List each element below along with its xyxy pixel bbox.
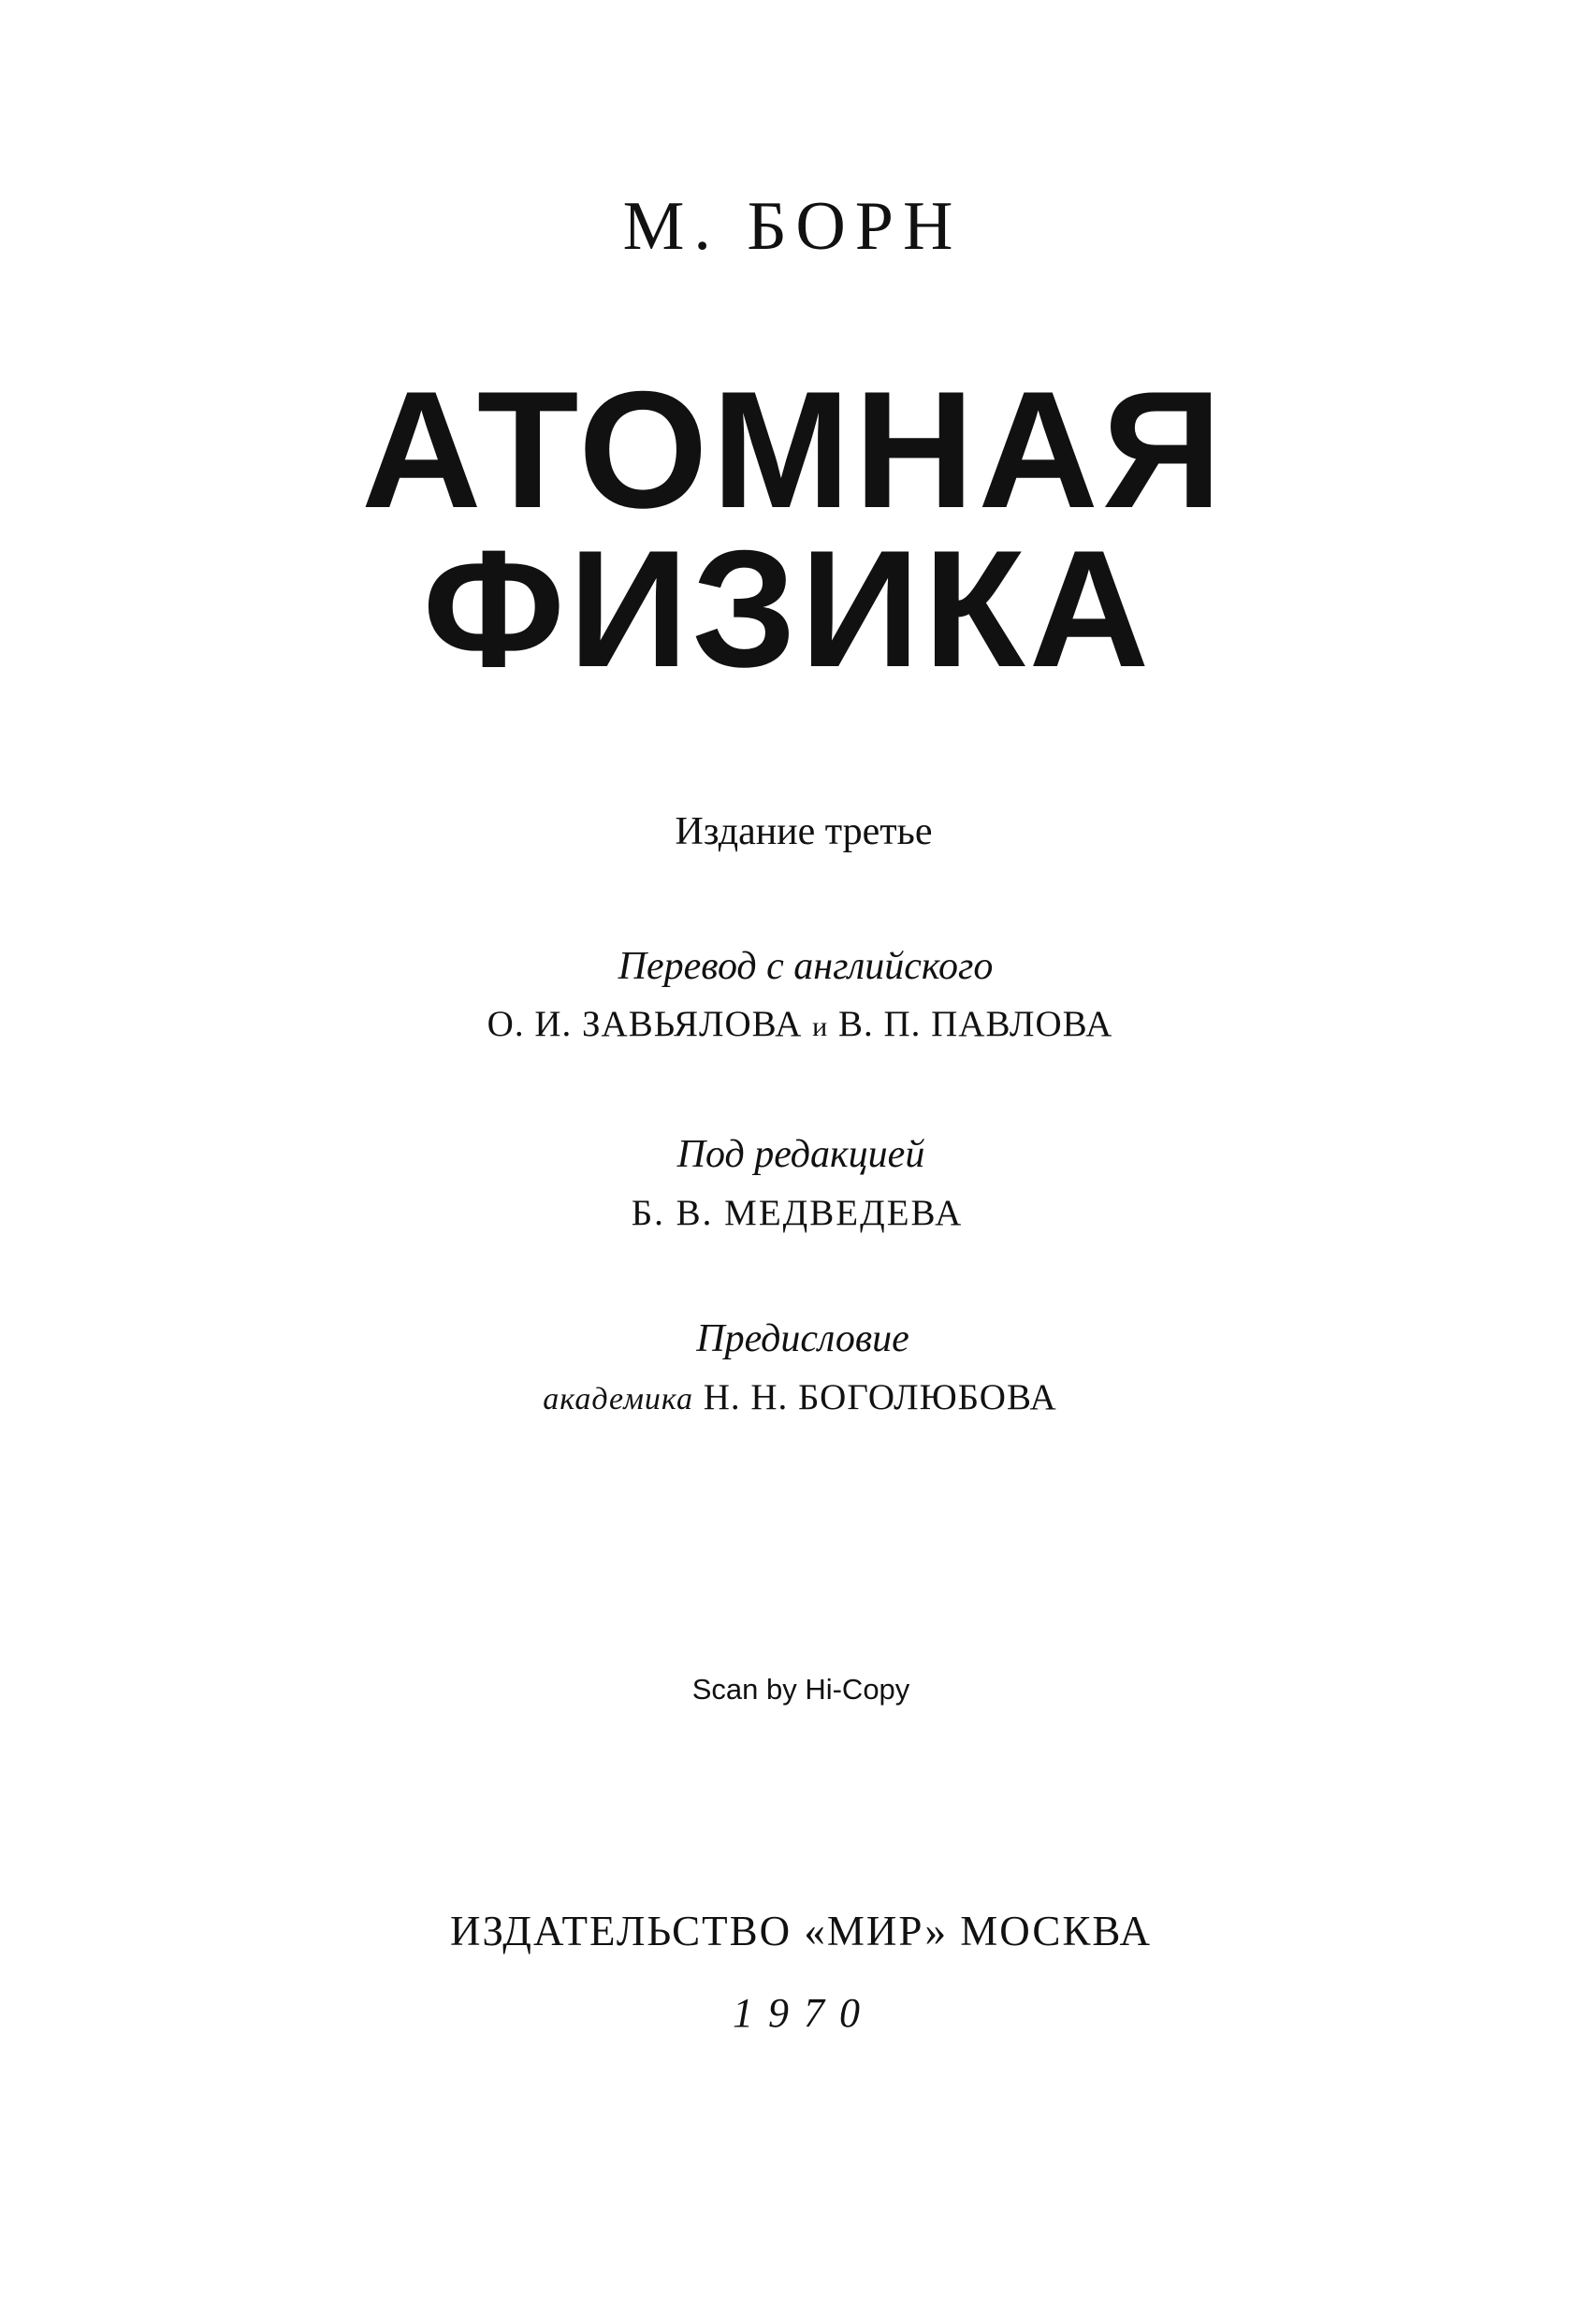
translation-label: Перевод с английского: [618, 945, 994, 988]
publication-year: 1970: [733, 1990, 875, 2036]
edition-note: Издание третье: [675, 810, 933, 853]
editor-label: Под редакцией: [676, 1133, 925, 1176]
scan-credit: Scan by Hi-Copy: [691, 1673, 910, 1706]
book-title-line-1: АТОМНАЯ: [361, 356, 1226, 543]
editor-name: Б. В. МЕДВЕДЕВА: [631, 1193, 964, 1233]
preface-author-title: академика: [543, 1382, 693, 1416]
translator-conjunction: и: [812, 1011, 829, 1042]
book-title-line-2: ФИЗИКА: [422, 516, 1154, 702]
publisher-imprint: ИЗДАТЕЛЬСТВО «МИР» МОСКВА: [449, 1908, 1153, 1954]
preface-author-line: [0, 1379, 1570, 1416]
preface-author-name: Н. Н. БОГОЛЮБОВА: [703, 1377, 1057, 1417]
author-name: М. БОРН: [622, 188, 963, 265]
preface-label: Предисловие: [696, 1317, 909, 1360]
translator-2: В. П. ПАВЛОВА: [837, 1004, 1113, 1044]
translators: [0, 1006, 1570, 1042]
translator-1: О. И. ЗАВЬЯЛОВА: [487, 1004, 803, 1044]
